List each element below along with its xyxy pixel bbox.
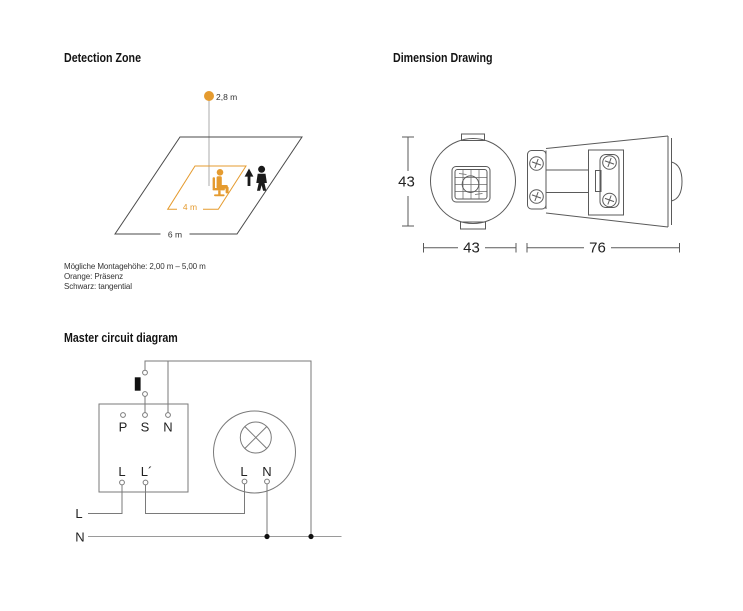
terminal-l-switched-label: L´ [140, 464, 153, 479]
screw-icon [603, 193, 617, 207]
circuit-diagram [88, 361, 342, 539]
terminal-l [120, 480, 125, 485]
terminal-l-switched [143, 480, 148, 485]
screw-icon [603, 156, 617, 170]
seated-person-icon [213, 169, 229, 196]
circuit-diagram-title: Master circuit diagram [64, 330, 178, 345]
presence-zone-width-label: 4 m [182, 202, 198, 212]
load-circle [214, 411, 296, 493]
sensor-housing-circle [431, 139, 516, 224]
junction-dot [308, 534, 313, 539]
sensor-side-view [528, 136, 683, 227]
sensor-lens [452, 167, 490, 203]
load-terminal-n [265, 479, 270, 484]
junction-dot [264, 534, 269, 539]
terminal-s [143, 413, 148, 418]
terminal-l-label: L [118, 464, 126, 479]
supply-live-label: L [75, 506, 83, 521]
caption-orange-meaning: Orange: Präsenz [64, 272, 123, 281]
lamp-icon [240, 422, 271, 453]
load-terminal-n-label: N [262, 464, 272, 479]
terminal-n-label: N [163, 419, 173, 435]
standing-person-icon [256, 166, 267, 191]
detection-zone-title: Detection Zone [64, 50, 142, 65]
push-switch [135, 370, 148, 396]
detection-zone-diagram [115, 91, 302, 240]
dimension-drawing-title: Dimension Drawing [393, 50, 493, 65]
supply-neutral-label: N [75, 529, 85, 545]
mounting-point-dot [204, 91, 214, 101]
tangential-zone-width-label: 6 m [167, 229, 183, 240]
wire-neutral-top [145, 361, 311, 537]
sensor-dome [672, 162, 683, 201]
sensor-front-view [431, 134, 516, 229]
up-arrow-icon [245, 169, 254, 187]
side-depth-label: 76 [589, 239, 606, 257]
dimension-drawing [402, 134, 682, 253]
terminal-p-label: P [118, 419, 128, 435]
caption-black-meaning: Schwarz: tangential [64, 282, 132, 291]
wire-switched-live-to-load [146, 484, 245, 514]
mounting-height-label: 2,8 m [216, 92, 238, 102]
terminal-s-label: S [140, 419, 150, 435]
load-terminal-l-label: L [240, 464, 248, 479]
screw-icon [530, 157, 544, 171]
terminal-n [166, 413, 171, 418]
screw-icon [530, 190, 544, 204]
caption-mounting-height: Mögliche Montagehöhe: 2,00 m – 5,00 m [64, 262, 206, 271]
terminal-p [121, 413, 126, 418]
wire-live-feed [88, 485, 122, 514]
front-width-label: 43 [463, 239, 480, 257]
front-height-label: 43 [398, 173, 415, 191]
cone-top-edge [546, 136, 668, 149]
load-terminal-l [242, 479, 247, 484]
